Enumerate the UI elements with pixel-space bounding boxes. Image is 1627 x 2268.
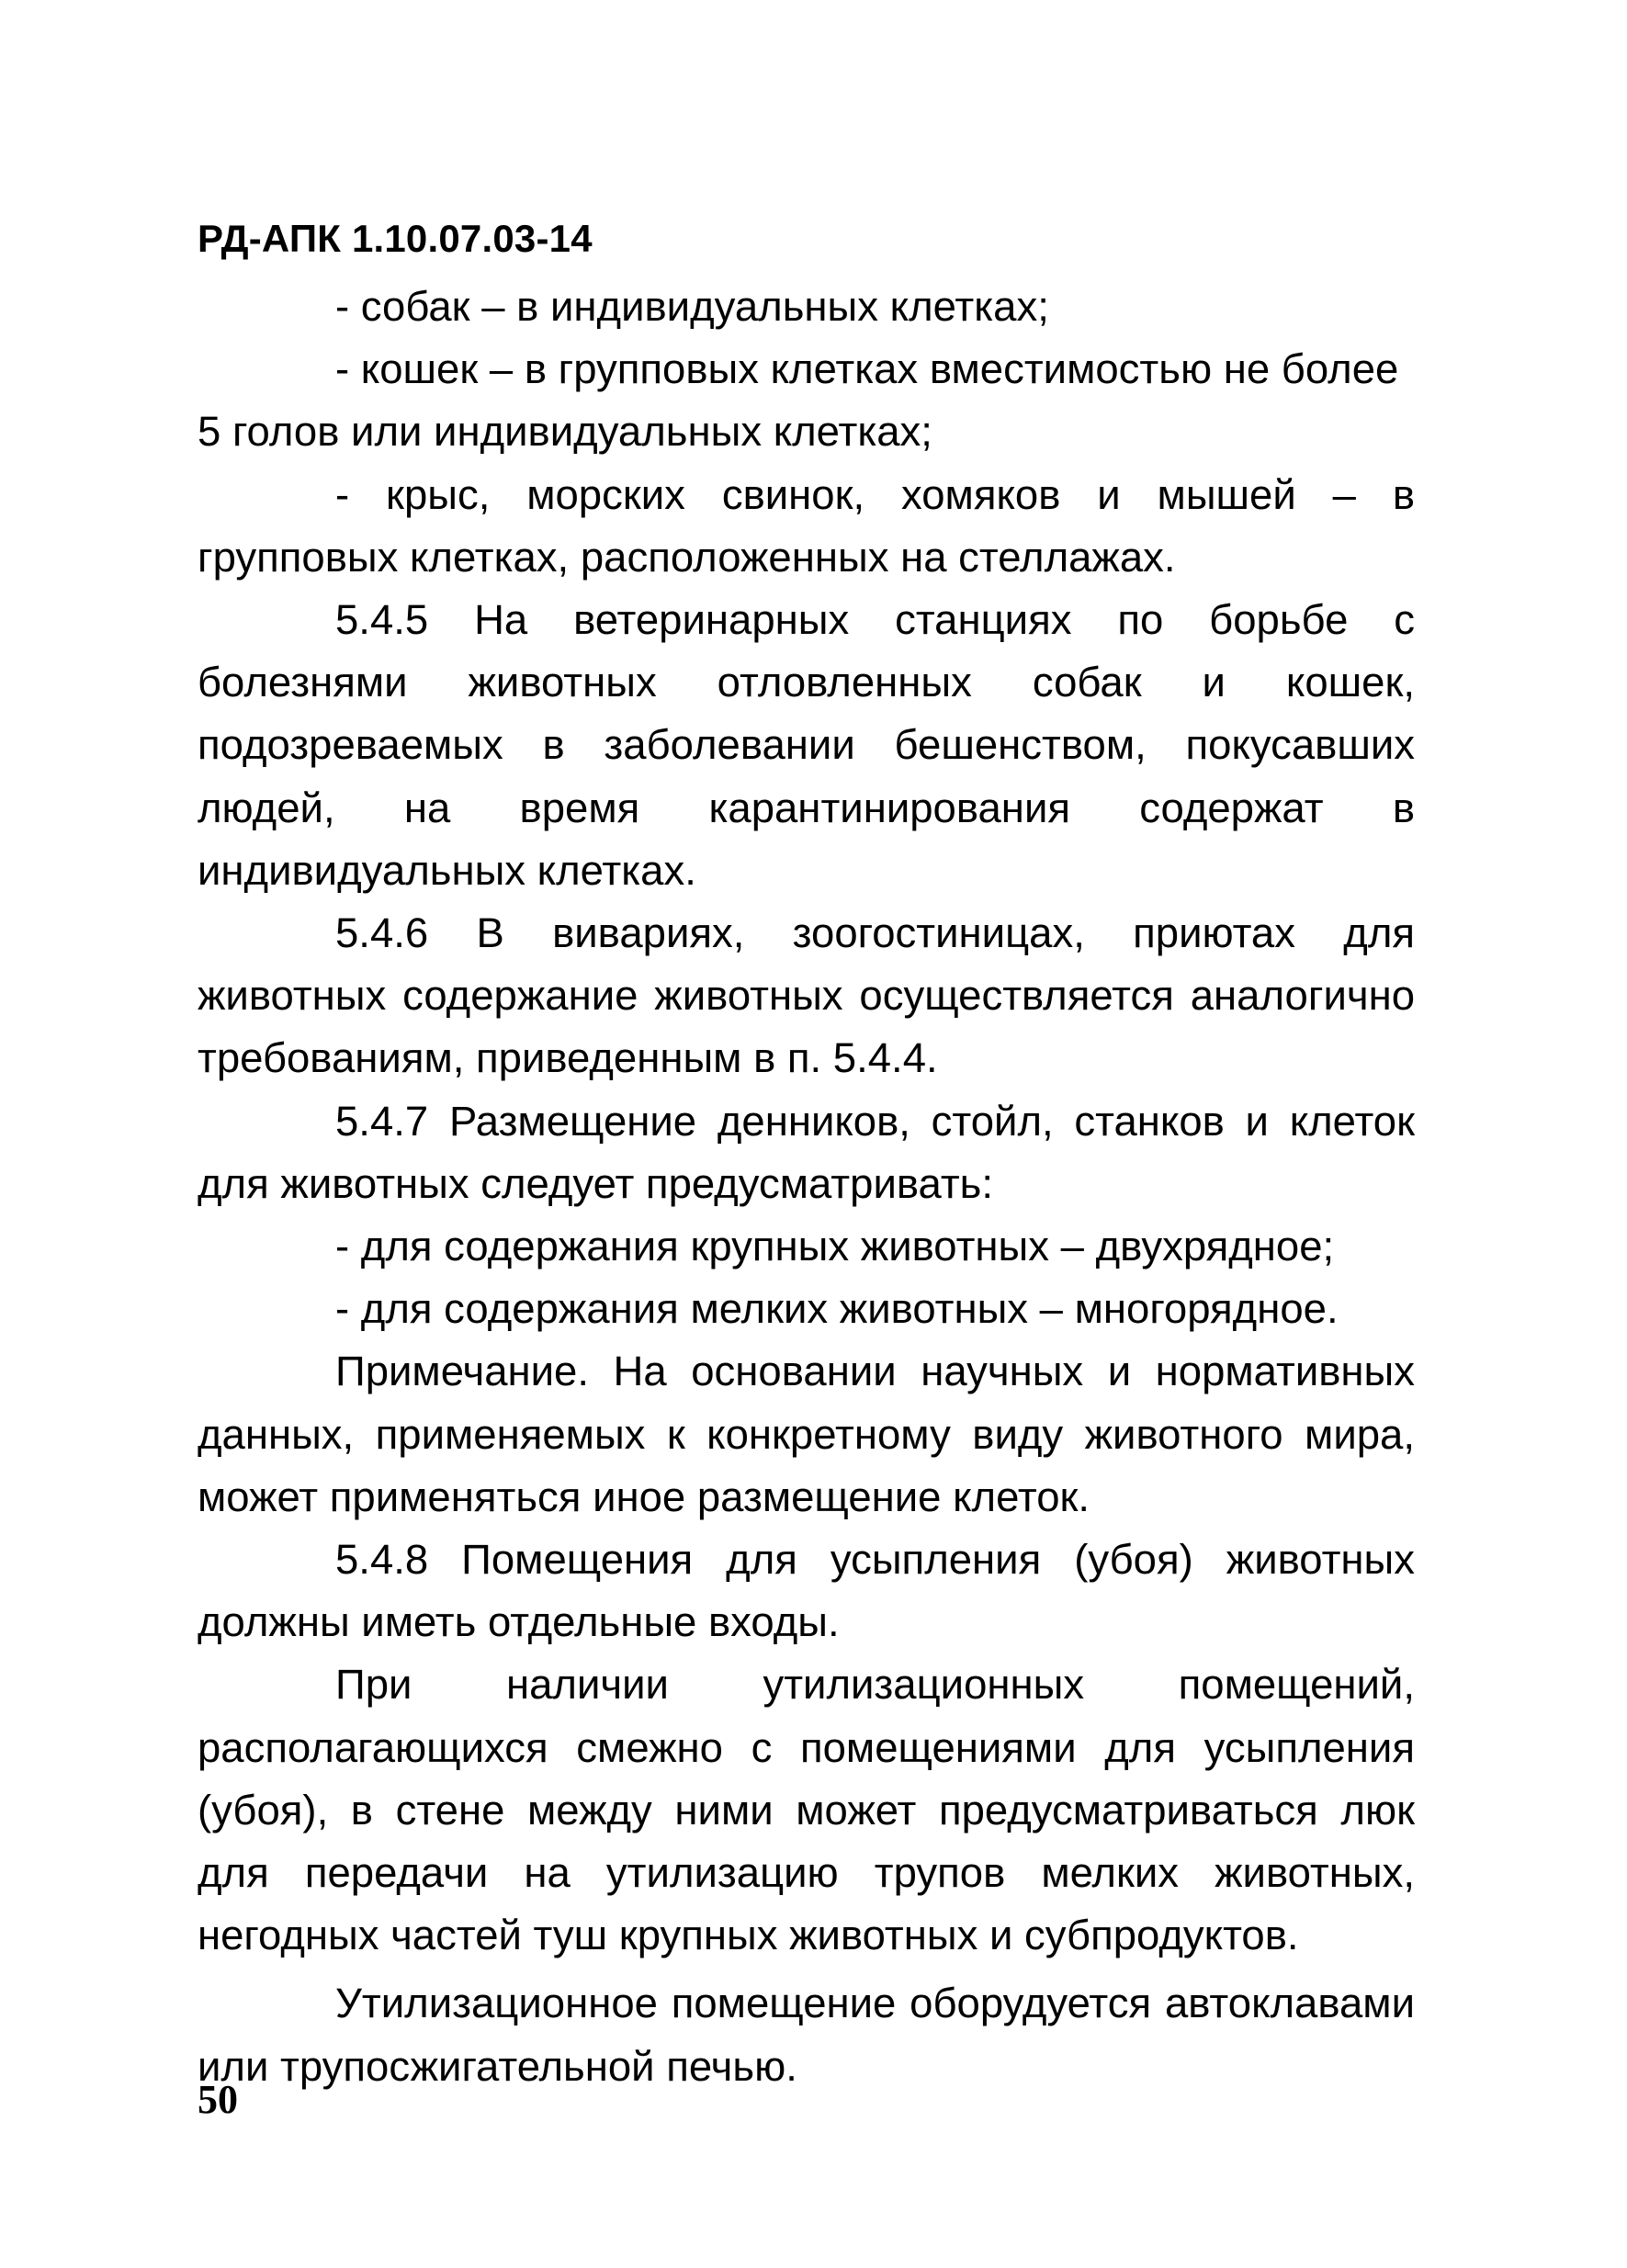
document-body [198,276,1415,2098]
page-number: 50 [198,2077,238,2122]
clause-5-4-6: 5.4.6 В вивариях, зоогостиницах, приютах для животных содержание животных осуществляется аналогично требованиям, приведенным в п. 5.4.4. [198,909,1415,1082]
clause-5-4-7: 5.4.7 Размещение денников, стойл, станков и клеток для животных следует предусматривать: [198,1097,1415,1207]
list-item-rodents: - крыс, морских свинок, хомяков и мышей – в групповых клетках, расположенных на стеллажах. [198,470,1415,581]
clause-5-4-5: 5.4.5 На ветеринарных станциях по борьбе с болезнями животных отловленных собак и кошек, подозреваемых в заболевании бешенством, покусавших людей, на время карантинирования содержат в индивидуальных клетках. [198,596,1415,894]
list-item-large-animals: - для содержания крупных животных – двухрядное; [335,1223,1335,1270]
document-code-header: РД-АПК 1.10.07.03-14 [198,217,593,260]
utilization-room-paragraph: Утилизационное помещение оборудуется автоклавами или трупосжигательной печью. [198,1980,1415,2090]
utilization-hatch-paragraph: При наличии утилизационных помещений, располагающихся смежно с помещениями для усыпления (убоя), в стене между ними может предусматриваться люк для передачи на утилизацию трупов мелких животных, негодных частей туш крупных животных и субпродуктов. [198,1661,1415,1959]
note-paragraph: Примечание. На основании научных и нормативных данных, применяемых к конкретному виду животного мира, может применяться иное размещение клеток. [198,1348,1415,1520]
clause-5-4-8: 5.4.8 Помещения для усыпления (убоя) животных должны иметь отдельные входы. [198,1536,1415,1646]
list-item-cats: - кошек – в групповых клетках вместимостью не более 5 голов или индивидуальных клетках; [198,345,1399,456]
list-item-small-animals: - для содержания мелких животных – многорядное. [335,1285,1339,1333]
list-item-dogs: - собак – в индивидуальных клетках; [335,283,1049,330]
